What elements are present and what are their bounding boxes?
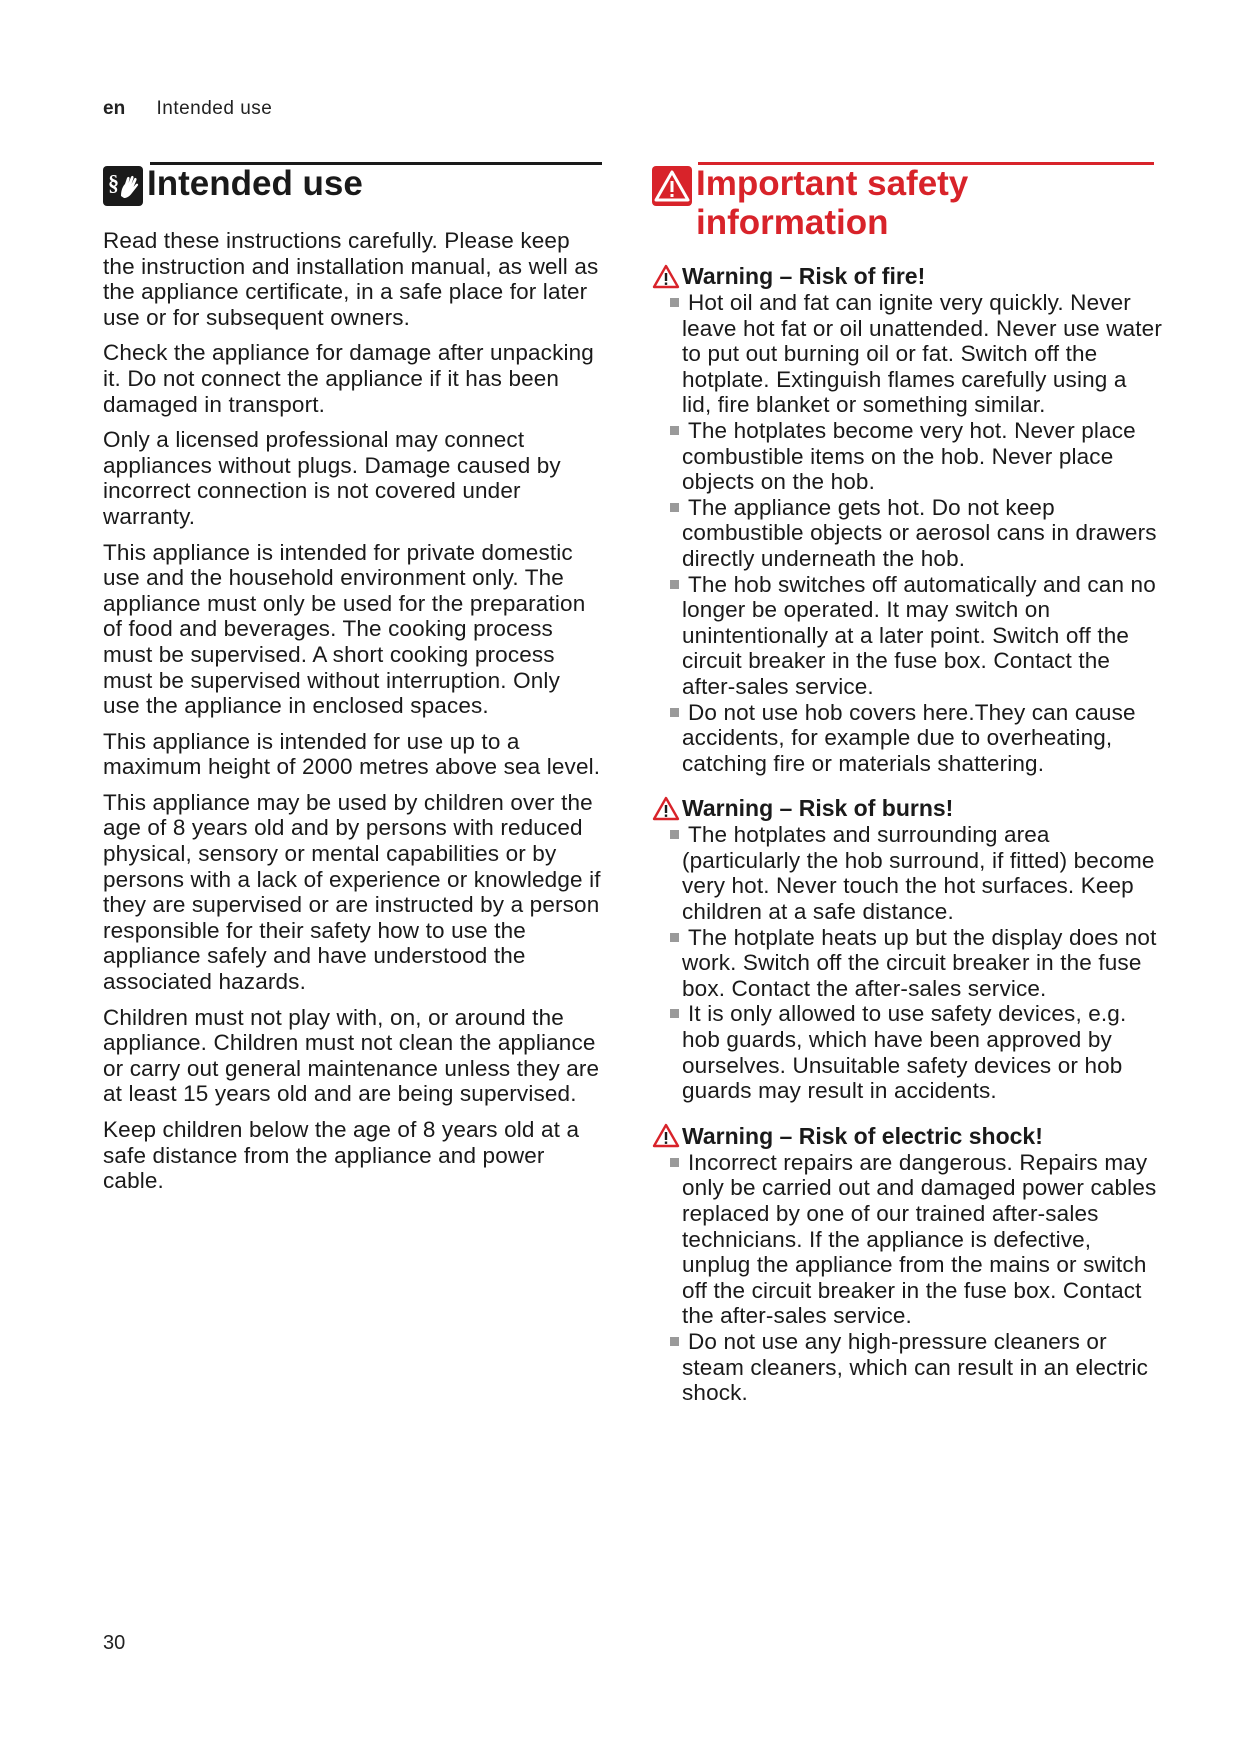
list-item: The hotplates become very hot. Never place combustible items on the hob. Never place objects on the hob. bbox=[652, 418, 1162, 495]
warning-burns-section bbox=[652, 794, 1162, 1104]
paragraph: Read these instructions carefully. Please keep the instruction and installation manual, as well as the appliance certificate, in a safe place for later use or for subsequent owners. bbox=[103, 228, 599, 330]
warning-triangle-icon bbox=[652, 166, 692, 206]
list-item: It is only allowed to use safety devices, e.g. hob guards, which have been approved by ourselves. Unsuitable safety devices or hob guards may result in accidents. bbox=[652, 1001, 1162, 1103]
list-item: The hotplate heats up but the display does not work. Switch off the circuit breaker in the fuse box. Contact the after-sales service. bbox=[652, 925, 1162, 1002]
bullet-square-icon bbox=[670, 830, 679, 839]
safety-title-line-1: Important safety bbox=[696, 164, 969, 203]
warning-fire-list bbox=[652, 290, 1162, 776]
intended-use-body bbox=[103, 228, 603, 1194]
intended-use-column bbox=[103, 160, 603, 1204]
list-item: The appliance gets hot. Do not keep combustible objects or aerosol cans in drawers directly underneath the hob. bbox=[652, 495, 1162, 572]
paragraph: This appliance is intended for private domestic use and the household environment only. The appliance must only be used for the preparation of food and beverages. The cooking process must be supervised. A short cooking process must be supervised without interruption. Only use the appliance in enclosed spaces. bbox=[103, 539, 586, 719]
language-code: en bbox=[103, 98, 126, 119]
warning-electric-shock-list bbox=[652, 1150, 1162, 1406]
intended-use-heading bbox=[103, 164, 603, 206]
bullet-square-icon bbox=[670, 503, 679, 512]
list-item: Hot oil and fat can ignite very quickly. Never leave hot fat or oil unattended. Never use water to put out burning oil or fat. Switch off the hotplate. Extinguish flames carefully using a lid, fire blanket or something similar. bbox=[652, 290, 1162, 418]
page-header bbox=[103, 98, 272, 120]
bullet-square-icon bbox=[670, 1009, 679, 1018]
safety-title-line-2: information bbox=[696, 203, 889, 242]
list-item: The hob switches off automatically and can no longer be operated. It may switch on unintentionally at a later point. Switch off the circuit breaker in the fuse box. Contact the after-sales service. bbox=[652, 572, 1162, 700]
warning-fire-section bbox=[652, 262, 1162, 776]
bullet-square-icon bbox=[670, 426, 679, 435]
warning-triangle-icon bbox=[652, 796, 680, 821]
paragraph: Check the appliance for damage after unpacking it. Do not connect the appliance if it has been damaged in transport. bbox=[103, 340, 594, 417]
svg-text:§: § bbox=[108, 170, 119, 195]
bullet-square-icon bbox=[670, 708, 679, 717]
bullet-square-icon bbox=[670, 1158, 679, 1167]
safety-heading bbox=[652, 164, 1162, 242]
warning-burns-title: Warning – Risk of burns! bbox=[682, 795, 954, 822]
warning-fire-title: Warning – Risk of fire! bbox=[682, 263, 926, 289]
paragraph: This appliance is intended for use up to a maximum height of 2000 metres above sea level. bbox=[103, 728, 601, 780]
warning-burns-heading bbox=[652, 794, 1162, 822]
safety-title bbox=[696, 164, 968, 242]
warning-electric-shock-heading bbox=[652, 1122, 1162, 1150]
warning-electric-shock-title: Warning – Risk of electric shock! bbox=[682, 1122, 1043, 1149]
bullet-square-icon bbox=[670, 580, 679, 589]
intended-use-title: Intended use bbox=[147, 164, 363, 203]
warning-burns-list bbox=[652, 822, 1162, 1104]
running-section-title: Intended use bbox=[156, 98, 273, 119]
page-number: 30 bbox=[103, 1632, 126, 1654]
warning-triangle-icon bbox=[652, 1123, 680, 1148]
intended-use-hand-icon bbox=[103, 166, 143, 206]
list-item: Do not use hob covers here.They can cause accidents, for example due to overheating, catching fire or materials shattering. bbox=[652, 700, 1162, 777]
bullet-square-icon bbox=[670, 298, 679, 307]
paragraph: This appliance may be used by children over the age of 8 years old and by persons with reduced physical, sensory or mental capabilities or by persons with a lack of experience or knowledge if they are supervised or are instructed by a person responsible for their safety how to use the appliance safely and have understood the associated hazards. bbox=[103, 789, 601, 995]
warning-electric-shock-section bbox=[652, 1122, 1162, 1406]
warning-fire-heading bbox=[652, 262, 1162, 290]
list-item: Do not use any high-pressure cleaners or steam cleaners, which can result in an electric shock. bbox=[652, 1329, 1162, 1406]
list-item: The hotplates and surrounding area (particularly the hob surround, if fitted) become very hot. Never touch the hot surfaces. Keep children at a safe distance. bbox=[652, 822, 1162, 924]
warning-triangle-icon bbox=[652, 264, 680, 289]
bullet-square-icon bbox=[670, 933, 679, 942]
paragraph: Keep children below the age of 8 years old at a safe distance from the appliance and power cable. bbox=[103, 1117, 580, 1194]
safety-information-column bbox=[652, 160, 1162, 1424]
bullet-square-icon bbox=[670, 1337, 679, 1346]
list-item: Incorrect repairs are dangerous. Repairs may only be carried out and damaged power cables replaced by one of our trained after-sales technicians. If the appliance is defective, unplug the appliance from the mains or switch off the circuit breaker in the fuse box. Contact the after-sales service. bbox=[652, 1150, 1162, 1329]
paragraph: Children must not play with, on, or around the appliance. Children must not clean the appliance or carry out general maintenance unless they are at least 15 years old and are being supervised. bbox=[103, 1004, 600, 1107]
paragraph: Only a licensed professional may connect appliances without plugs. Damage caused by incorrect connection is not covered under warranty. bbox=[103, 427, 561, 529]
